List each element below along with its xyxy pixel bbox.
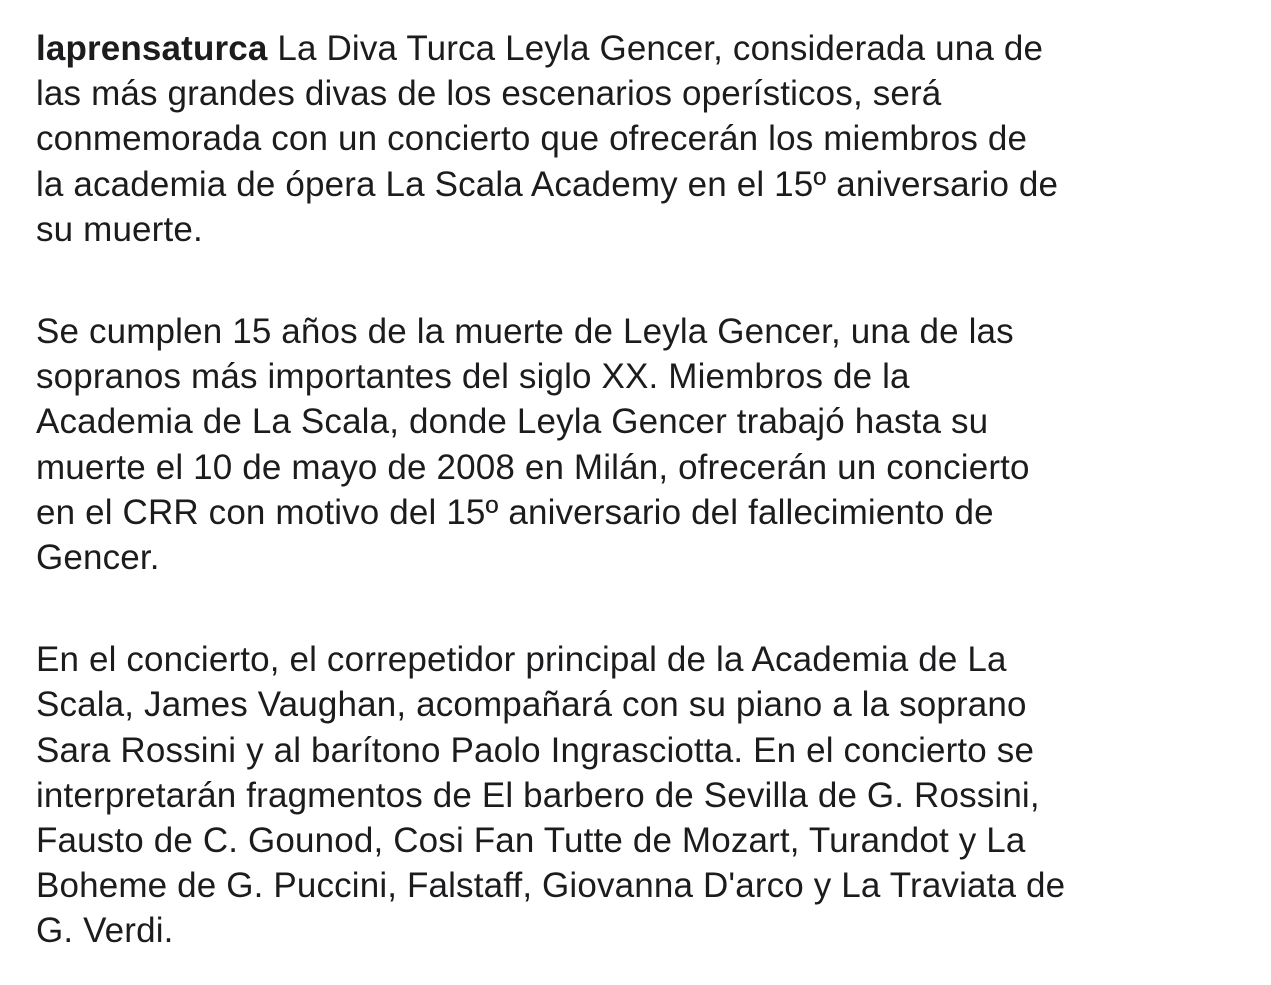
caption-line: muerte el 10 de mayo de 2008 en Milán, ofrecerán un concierto	[36, 447, 1030, 487]
caption-line: sopranos más importantes del siglo XX. Miembros de la	[36, 357, 910, 397]
caption-line: conmemorada con un concierto que ofrecerán los miembros de	[36, 119, 1028, 159]
username-link[interactable]: laprensaturca	[36, 29, 268, 68]
caption-line: la academia de ópera La Scala Academy en el 15º aniversario de	[36, 164, 1059, 204]
caption-line: Boheme de G. Puccini, Falstaff, Giovanna D'arco y La Traviata de	[36, 866, 1066, 906]
caption-line: Academia de La Scala, donde Leyla Gencer trabajó hasta su	[36, 402, 989, 442]
caption-line: Fausto de C. Gounod, Cosi Fan Tutte de Mozart, Turandot y La	[36, 821, 1026, 861]
caption-line: las más grandes divas de los escenarios operísticos, será	[36, 74, 942, 114]
caption-line: Gencer.	[36, 538, 160, 578]
caption-line: Scala, James Vaughan, acompañará con su piano a la soprano	[36, 685, 1027, 725]
caption-line: su muerte.	[36, 209, 203, 249]
caption-line: Sara Rossini y al barítono Paolo Ingrasciotta. En el concierto se	[36, 730, 1035, 770]
caption-line: interpretarán fragmentos de El barbero de Sevilla de G. Rossini,	[36, 775, 1040, 815]
caption-paragraph-3	[36, 637, 1236, 953]
caption-line: La Diva Turca Leyla Gencer, considerada una de	[277, 29, 1044, 68]
caption-line: G. Verdi.	[36, 911, 174, 951]
caption-line: En el concierto, el correpetidor principal de la Academia de La	[36, 640, 1007, 680]
caption-line: Se cumplen 15 años de la muerte de Leyla Gencer, una de las	[36, 312, 1014, 352]
caption-paragraph-1	[36, 26, 1236, 252]
caption-line: en el CRR con motivo del 15º aniversario del fallecimiento de	[36, 492, 994, 532]
post-caption	[36, 26, 1236, 954]
caption-paragraph-2	[36, 309, 1236, 580]
